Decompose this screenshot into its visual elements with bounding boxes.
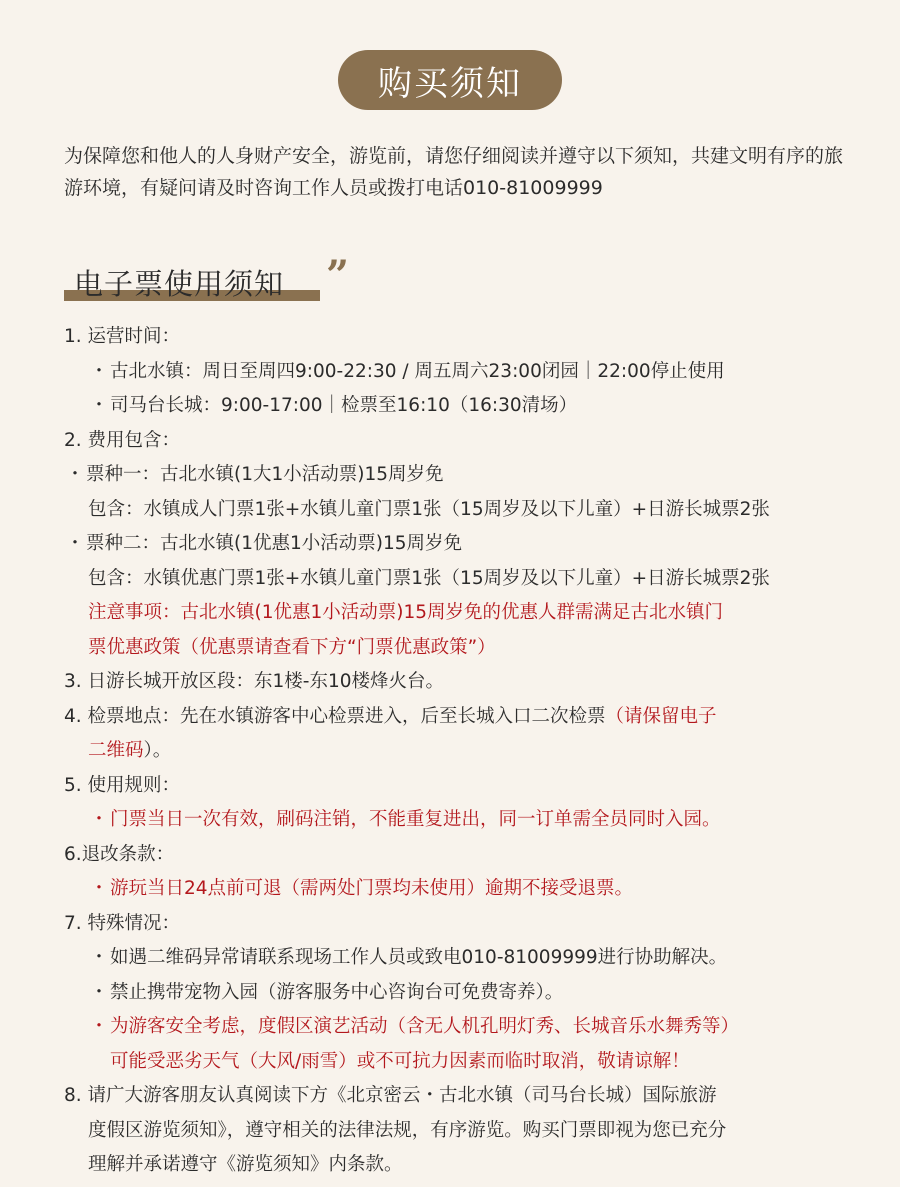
item-text: 游玩当日24点前可退（需两处门票均未使用）逾期不接受退票。: [110, 878, 634, 899]
item-text: 票种一：古北水镇(1大1小活动票)15周岁免: [86, 464, 444, 485]
item-text: 为游客安全考虑，度假区演艺活动（含无人机孔明灯秀、长城音乐水舞秀等）: [110, 1016, 740, 1037]
item-5a: [64, 803, 854, 838]
item-3: 3. 日游长城开放区段：东1楼-东10楼烽火台。: [64, 671, 445, 692]
bullet-icon: ・: [89, 981, 109, 1003]
item-7b: [64, 976, 854, 1011]
item-text: 如遇二维码异常请联系现场工作人员或致电010-81009999进行协助解决。: [110, 947, 728, 968]
page-title: 购买须知: [338, 50, 562, 110]
item-7a: [64, 941, 854, 976]
item-text: ）。: [143, 740, 172, 761]
item-7c-line2: 可能受恶劣天气（大风/雨雪）或不可抗力因素而临时取消，敬请谅解！: [110, 1050, 690, 1072]
bullet-icon: ・: [89, 878, 109, 899]
item-text-red: （请保留电子: [605, 705, 717, 727]
item-7: 7. 特殊情况：: [64, 912, 181, 934]
item-4: [64, 700, 854, 735]
item-text: 门票当日一次有效，刷码注销，不能重复进出，同一订单需全员同时入园。: [110, 809, 721, 830]
item-2b-includes: 包含：水镇优惠门票1张+水镇儿童门票1张（15周岁及以下儿童）+日游长城票2张: [88, 567, 770, 589]
item-2b: [64, 527, 854, 562]
item-6: 6.退改条款：: [64, 843, 175, 865]
quote-mark-icon: ”: [326, 252, 350, 299]
item-text: 古北水镇：周日至周四9:00-22:30 / 周五周六23:00闭园｜22:00停止使用: [110, 360, 725, 382]
item-text: 禁止携带宠物入园（游客服务中心咨询台可免费寄养）。: [110, 981, 564, 1003]
section-title: 电子票使用须知: [74, 267, 285, 301]
bullet-icon: ・: [89, 395, 109, 416]
item-6a: [64, 872, 854, 907]
item-5: 5. 使用规则：: [64, 774, 181, 796]
item-1a: [64, 355, 854, 390]
item-2a: [64, 458, 854, 493]
item-1b: [64, 389, 854, 424]
item-7c: [64, 1010, 854, 1045]
item-4-line2: [64, 734, 854, 769]
item-text-red: 二维码: [88, 740, 144, 761]
bullet-icon: ・: [89, 809, 109, 830]
bullet-icon: ・: [65, 464, 85, 485]
item-8-line3: 理解并承诺遵守《游览须知》内条款。: [88, 1154, 403, 1175]
item-text: 票种二：古北水镇(1优惠1小活动票)15周岁免: [86, 533, 463, 554]
item-text: 司马台长城：9:00-17:00｜检票至16:10（16:30清场）: [110, 395, 578, 416]
item-8-line2: 度假区游览须知》，遵守相关的法律法规，有序游览。购买门票即视为您已充分: [88, 1119, 727, 1141]
intro-text: 为保障您和他人的人身财产安全，游览前，请您仔细阅读并遵守以下须知，共建文明有序的旅游环境，有疑问请及时咨询工作人员或拨打电话010-81009999: [64, 145, 844, 199]
item-2-note-line2: 票优惠政策（优惠票请查看下方“门票优惠政策”）: [88, 636, 496, 658]
item-2-note-line1: 注意事项：古北水镇(1优惠1小活动票)15周岁免的优惠人群需满足古北水镇门: [88, 602, 724, 623]
item-2: 2. 费用包含：: [64, 429, 181, 451]
item-2a-includes: 包含：水镇成人门票1张+水镇儿童门票1张（15周岁及以下儿童）+日游长城票2张: [88, 498, 770, 520]
bullet-icon: ・: [89, 360, 109, 382]
section-header: [64, 252, 364, 304]
item-8-line1: 8. 请广大游客朋友认真阅读下方《北京密云・古北水镇（司马台长城）国际旅游: [64, 1085, 717, 1106]
item-1: 1. 运营时间：: [64, 326, 181, 347]
notice-content: [64, 320, 854, 1183]
bullet-icon: ・: [89, 1016, 109, 1037]
bullet-icon: ・: [89, 947, 109, 968]
bullet-icon: ・: [65, 533, 85, 554]
item-text: 4. 检票地点：先在水镇游客中心检票进入，后至长城入口二次检票: [64, 705, 606, 727]
